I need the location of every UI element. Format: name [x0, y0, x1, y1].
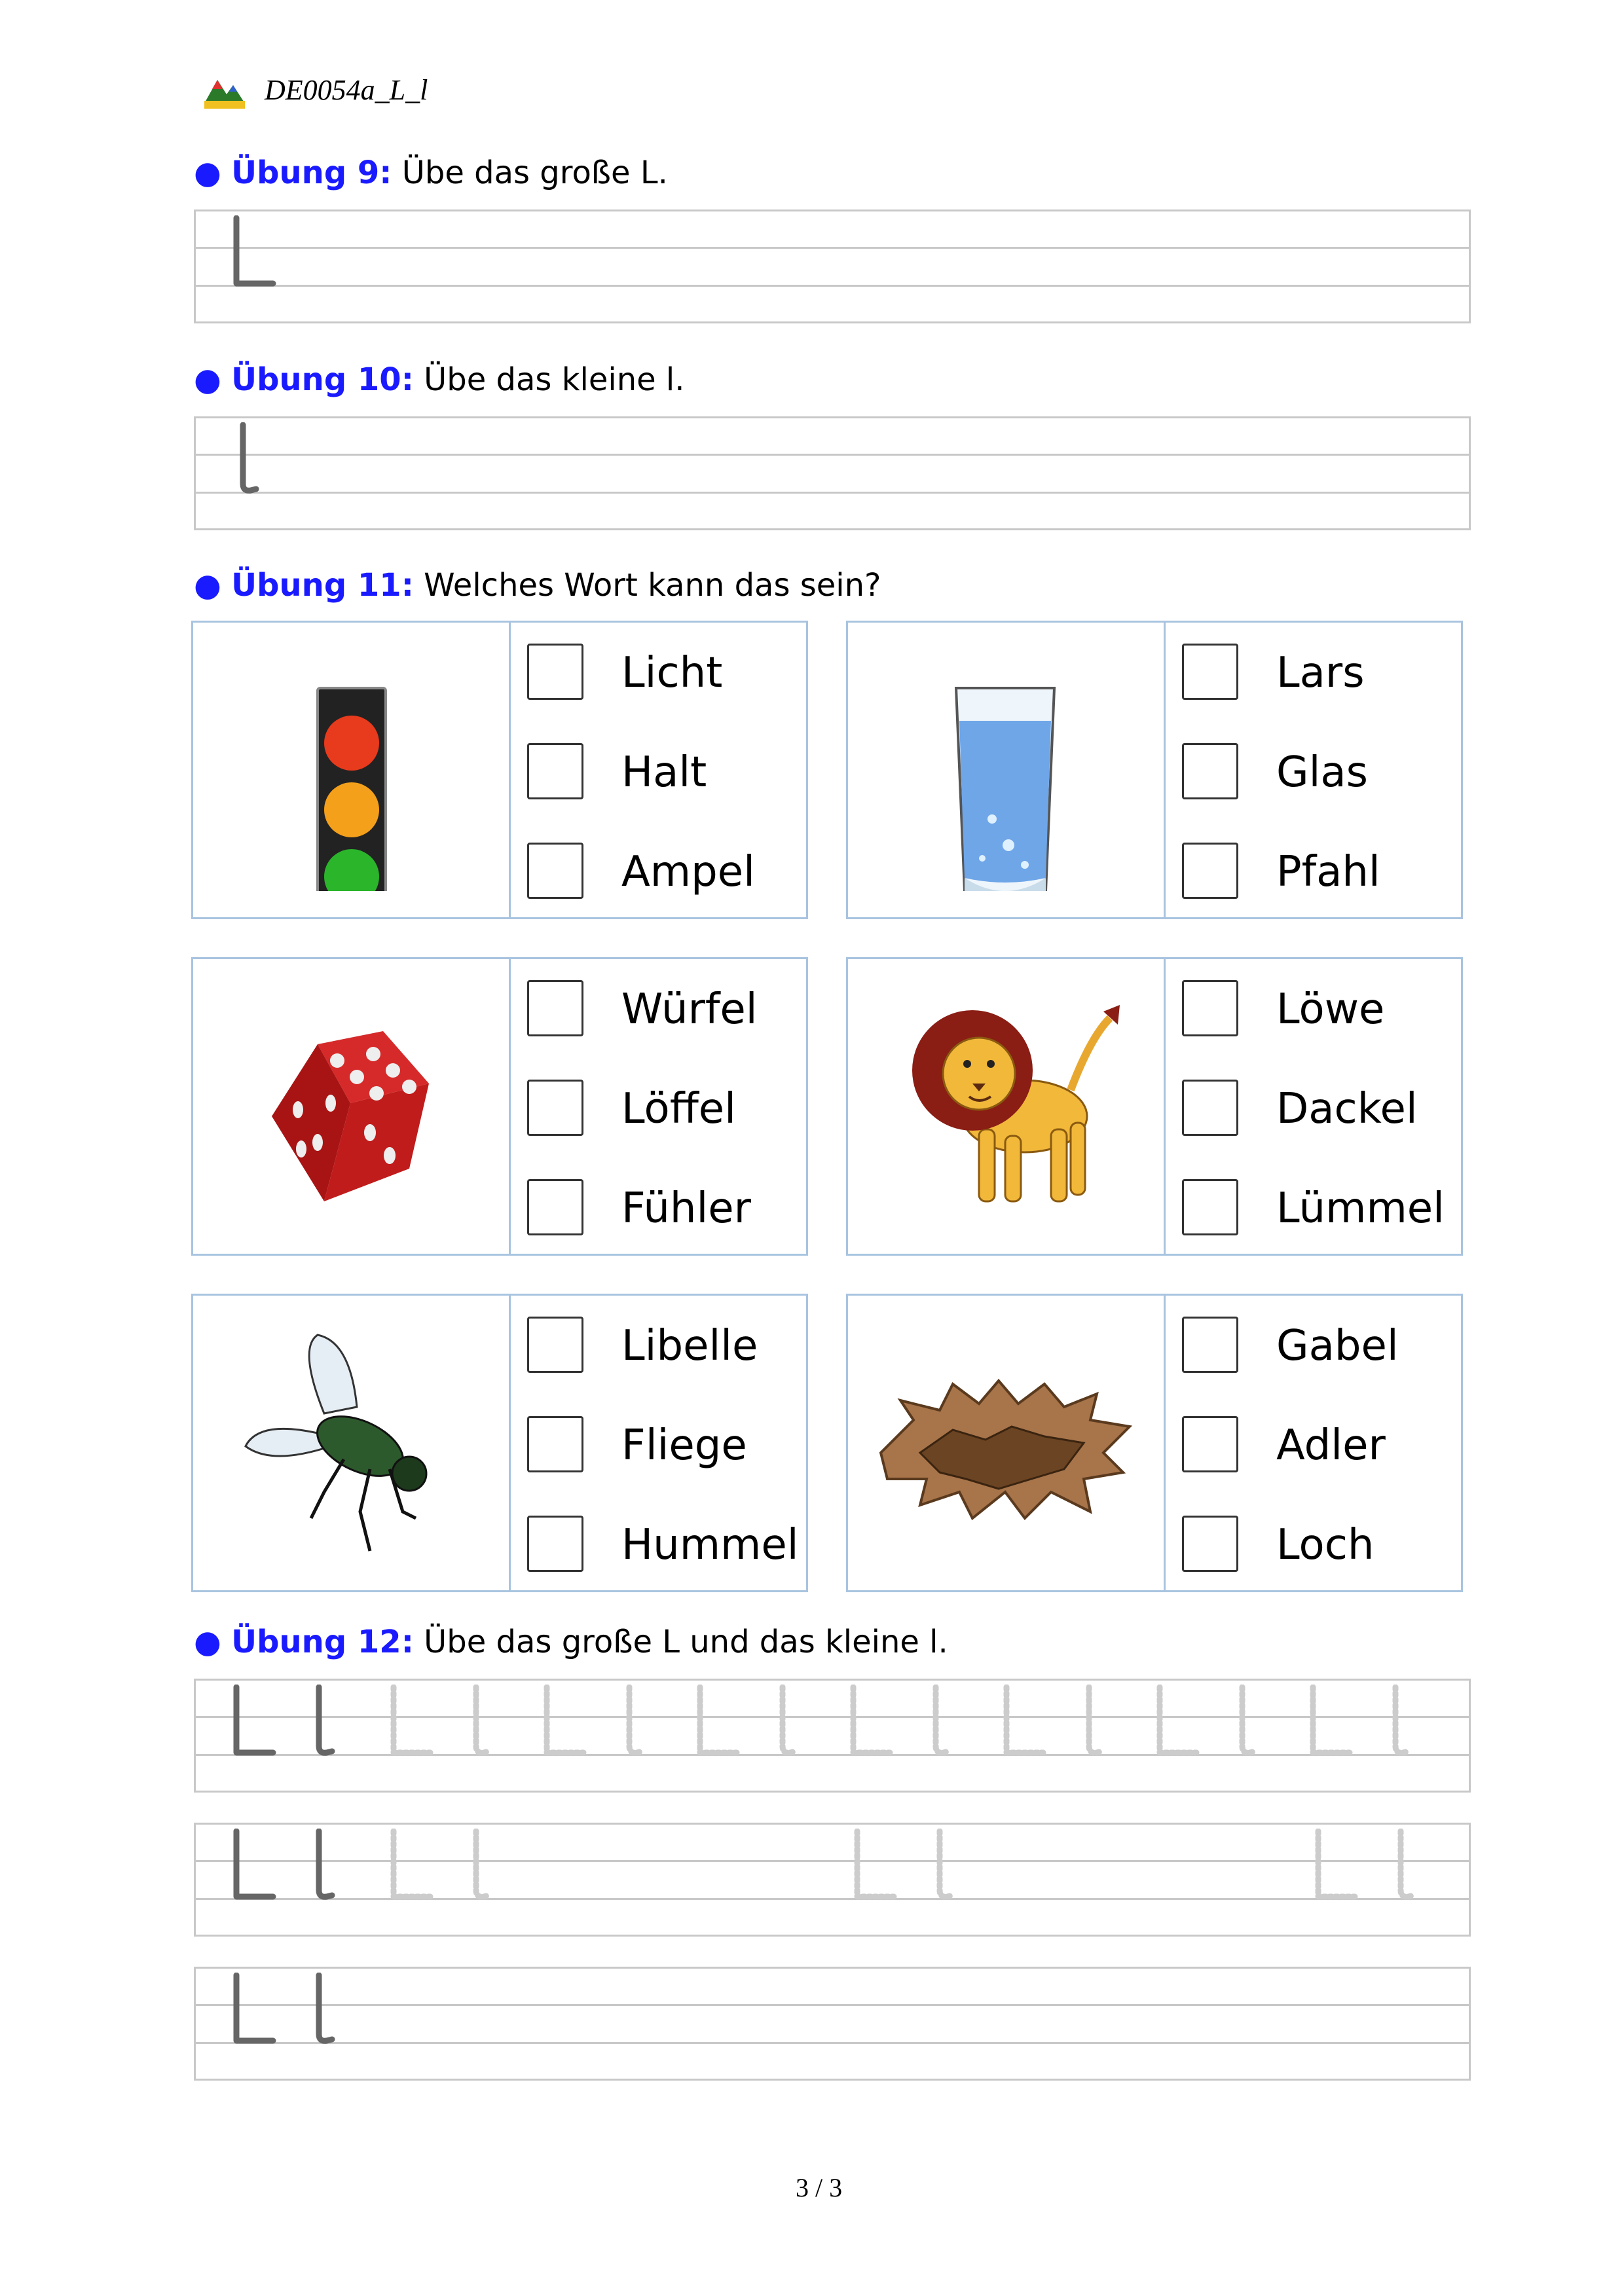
quiz-card [191, 621, 808, 919]
answer-checkbox[interactable] [1182, 743, 1238, 799]
answer-checkbox[interactable] [1182, 980, 1238, 1036]
answer-checkbox[interactable] [527, 1416, 583, 1472]
answer-checkbox[interactable] [527, 743, 583, 799]
uppercase-l-trace [848, 1685, 894, 1758]
exercise-12-title: ● Übung 12: Übe das große L und das kleine l. [194, 1624, 948, 1660]
answer-checkbox[interactable] [527, 1179, 583, 1235]
answer-label: Löwe [1276, 985, 1385, 1034]
writing-lines[interactable] [194, 210, 1471, 323]
lowercase-l-trace [776, 1685, 802, 1758]
answer-label: Libelle [621, 1322, 758, 1370]
answer-checkbox[interactable] [1182, 1516, 1238, 1572]
answer-checkbox[interactable] [1182, 644, 1238, 700]
answer-checkbox[interactable] [1182, 1317, 1238, 1373]
dice-icon [219, 985, 481, 1228]
answer-checkbox[interactable] [527, 1080, 583, 1136]
answer-label: Würfel [621, 985, 758, 1034]
uppercase-l-example [231, 1829, 277, 1902]
quiz-card [846, 621, 1463, 919]
lowercase-l-trace [623, 1685, 649, 1758]
uppercase-l-trace [1313, 1829, 1359, 1902]
lowercase-l-example [312, 1685, 339, 1758]
answer-label: Löffel [621, 1085, 736, 1133]
lowercase-l-example [312, 1829, 339, 1902]
answer-checkbox[interactable] [527, 980, 583, 1036]
exercise-label: Übung 10: [231, 361, 414, 398]
quiz-card [846, 1294, 1463, 1592]
answer-label: Gabel [1276, 1322, 1399, 1370]
uppercase-l-trace [1308, 1685, 1354, 1758]
uppercase-l-trace [1154, 1685, 1200, 1758]
water-glass-icon [874, 649, 1136, 891]
exercise-9-title: ● Übung 9: Übe das große L. [194, 155, 668, 191]
document-code: DE0054a_L_l [265, 74, 428, 106]
hole-icon [874, 1322, 1136, 1564]
lowercase-l-trace [470, 1685, 496, 1758]
mountain-logo-icon [203, 71, 246, 110]
answer-label: Loch [1276, 1521, 1375, 1569]
answer-label: Adler [1276, 1421, 1386, 1470]
answer-checkbox[interactable] [527, 1317, 583, 1373]
exercise-label: Übung 11: [231, 567, 414, 604]
answer-label: Glas [1276, 748, 1368, 797]
lowercase-l-trace [1236, 1685, 1262, 1758]
uppercase-l-example [231, 1973, 277, 2046]
lowercase-l-trace [1082, 1685, 1109, 1758]
writing-lines-row-3[interactable] [194, 1967, 1471, 2081]
quiz-card [191, 1294, 808, 1592]
answer-label: Ampel [621, 848, 755, 896]
answer-label: Lars [1276, 649, 1365, 697]
uppercase-l-trace [542, 1685, 587, 1758]
quiz-card [191, 957, 808, 1256]
answer-checkbox[interactable] [1182, 1416, 1238, 1472]
fly-icon [219, 1322, 481, 1564]
exercise-instruction: Übe das große L. [401, 155, 668, 191]
exercise-label: Übung 9: [231, 155, 392, 191]
lowercase-l-example [236, 422, 263, 496]
exercise-instruction: Übe das kleine l. [424, 361, 685, 398]
uppercase-l-trace [1001, 1685, 1047, 1758]
answer-label: Dackel [1276, 1085, 1418, 1133]
uppercase-l-example [231, 215, 277, 289]
answer-checkbox[interactable] [1182, 1080, 1238, 1136]
tracing-lines-row-2[interactable] [194, 1823, 1471, 1937]
lion-icon [874, 985, 1136, 1228]
answer-label: Hummel [621, 1521, 799, 1569]
uppercase-l-trace [388, 1829, 434, 1902]
uppercase-l-example [231, 1685, 277, 1758]
exercise-10-title: ● Übung 10: Übe das kleine l. [194, 361, 685, 398]
page-number: 3 / 3 [796, 2173, 843, 2202]
traffic-light-icon [219, 649, 481, 891]
lowercase-l-example [312, 1973, 339, 2046]
answer-checkbox[interactable] [527, 843, 583, 899]
exercise-instruction: Übe das große L und das kleine l. [424, 1624, 948, 1660]
uppercase-l-trace [388, 1685, 434, 1758]
answer-checkbox[interactable] [1182, 1179, 1238, 1235]
uppercase-l-trace [852, 1829, 898, 1902]
lowercase-l-trace [470, 1829, 496, 1902]
lowercase-l-trace [929, 1685, 955, 1758]
answer-checkbox[interactable] [1182, 843, 1238, 899]
answer-label: Fliege [621, 1421, 747, 1470]
answer-checkbox[interactable] [527, 644, 583, 700]
answer-label: Halt [621, 748, 707, 797]
answer-label: Pfahl [1276, 848, 1380, 896]
uppercase-l-trace [695, 1685, 741, 1758]
answer-checkbox[interactable] [527, 1516, 583, 1572]
lowercase-l-trace [1389, 1685, 1415, 1758]
writing-lines[interactable] [194, 416, 1471, 530]
exercise-label: Übung 12: [231, 1624, 414, 1660]
answer-label: Lümmel [1276, 1184, 1445, 1233]
tracing-lines-row-1[interactable] [194, 1679, 1471, 1793]
exercise-instruction: Welches Wort kann das sein? [424, 567, 881, 604]
lowercase-l-trace [933, 1829, 959, 1902]
lowercase-l-trace [1394, 1829, 1420, 1902]
answer-label: Fühler [621, 1184, 751, 1233]
quiz-card [846, 957, 1463, 1256]
answer-label: Licht [621, 649, 723, 697]
exercise-11-title: ● Übung 11: Welches Wort kann das sein? [194, 567, 881, 604]
